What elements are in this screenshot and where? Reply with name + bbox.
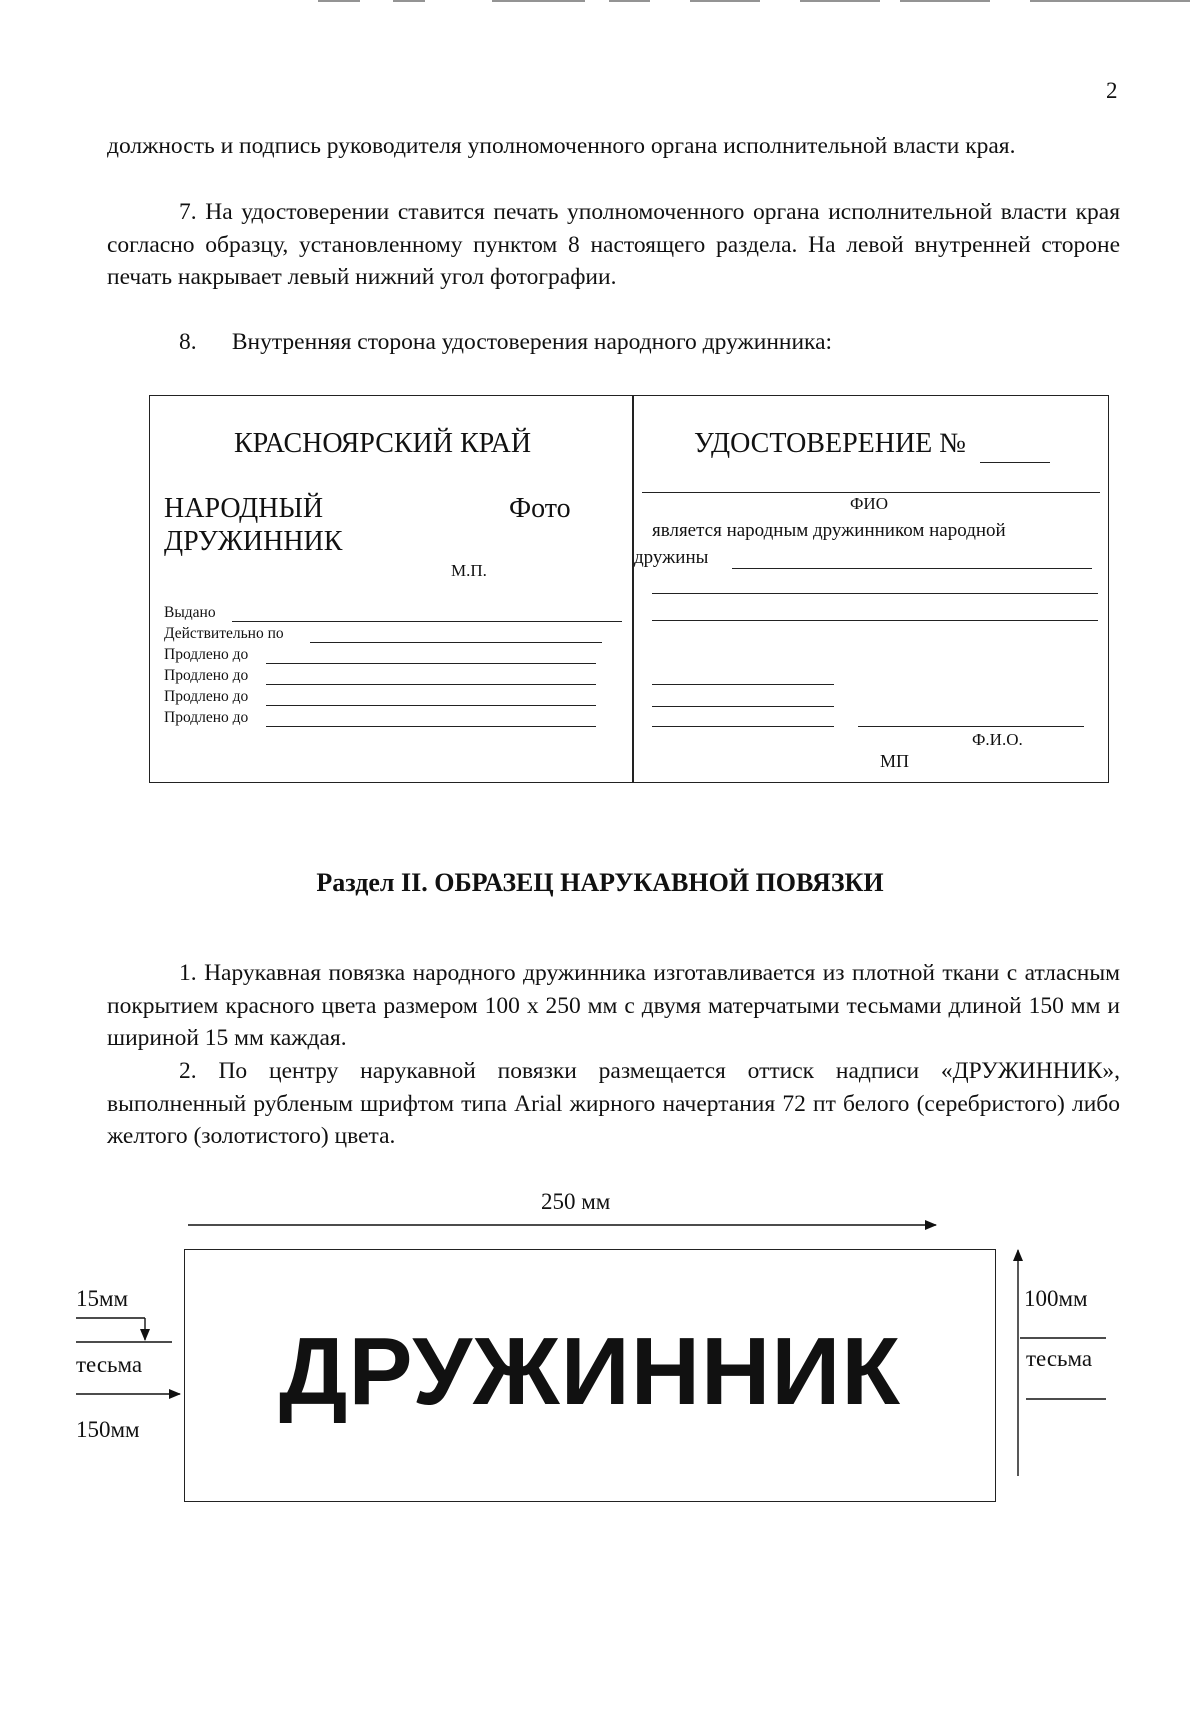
- right-tape-label: тесьма: [1026, 1346, 1093, 1371]
- field-extended-4: Продлено до: [164, 709, 249, 726]
- height-dimension-label: 100мм: [1024, 1286, 1088, 1311]
- field-extended-2: Продлено до: [164, 667, 249, 684]
- section-paragraph-2: 2. По центру нарукавной повязки размещается оттиск надписи «ДРУЖИННИК», выполненный рубленым шрифтом типа Arial жирного начертания 72 пт белого (серебристого) либо желтого (золотистого) цвета.: [107, 1058, 1120, 1149]
- certificate-title-line1: НАРОДНЫЙ: [164, 493, 324, 524]
- left-stamp-label: М.П.: [451, 561, 487, 580]
- field-valid-until: Действительно по: [164, 625, 284, 642]
- paragraph-7: 7. На удостоверении ставится печать уполномоченного органа исполнительной власти края согласно образцу, установленному пунктом 8 настоящего раздела. На левой внутренней стороне печать накрывает левый нижний угол фотографии.: [107, 199, 1120, 290]
- certificate-text-line2: дружины: [634, 547, 709, 568]
- section-paragraph-1: 1. Нарукавная повязка народного дружинника изготавливается из плотной ткани с атласным покрытием красного цвета размером 100 х 250 мм с двумя матерчатыми тесьмами длиной 150 мм и шириной 15 мм каждая.: [107, 960, 1120, 1051]
- field-extended-3: Продлено до: [164, 688, 249, 705]
- photo-placeholder: Фото: [509, 493, 571, 524]
- field-extended-1: Продлено до: [164, 646, 249, 663]
- armband-inscription: ДРУЖИННИК: [279, 1318, 901, 1425]
- fio-caption: ФИО: [850, 494, 888, 513]
- tape-width-label: 15мм: [76, 1286, 129, 1311]
- tape-length-label: 150мм: [76, 1417, 140, 1442]
- left-tape-label: тесьма: [76, 1352, 143, 1377]
- certificate-text-line1: является народным дружинником народной: [652, 520, 1006, 541]
- width-dimension-label: 250 мм: [541, 1189, 611, 1214]
- signature-caption: Ф.И.О.: [972, 730, 1023, 749]
- paragraph-8: 8. Внутренняя сторона удостоверения народного дружинника:: [179, 329, 833, 355]
- certificate-region: КРАСНОЯРСКИЙ КРАЙ: [234, 428, 532, 459]
- right-stamp-label: МП: [880, 751, 910, 771]
- page-number: 2: [1106, 78, 1118, 103]
- section-title: Раздел II. ОБРАЗЕЦ НАРУКАВНОЙ ПОВЯЗКИ: [316, 868, 884, 897]
- certificate-title-line2: ДРУЖИННИК: [164, 526, 343, 557]
- certificate-number-title: УДОСТОВЕРЕНИЕ №: [694, 428, 967, 459]
- field-issued: Выдано: [164, 604, 216, 621]
- paragraph-signature: должность и подпись руководителя уполномоченного органа исполнительной власти края.: [107, 133, 1016, 159]
